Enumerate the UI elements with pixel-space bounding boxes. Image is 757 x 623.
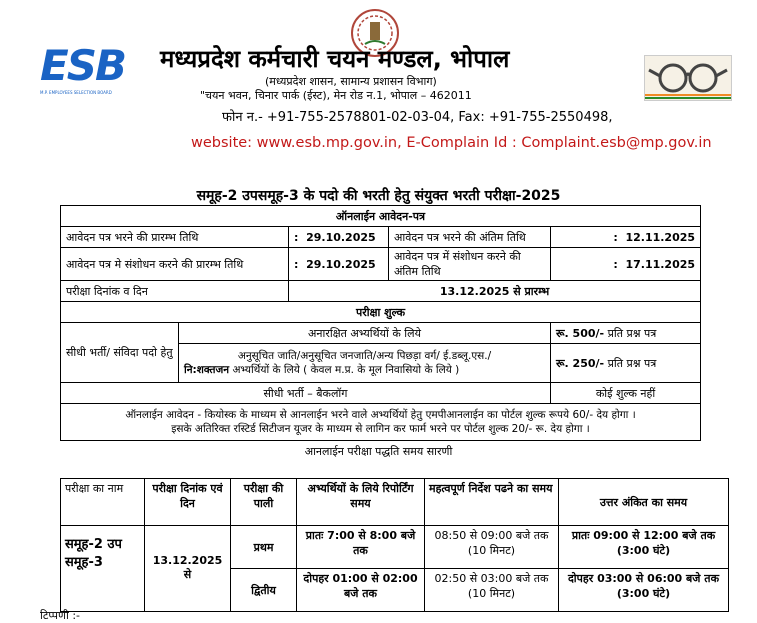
swachh-bharat-logo [644,55,732,101]
esb-logo-text: ESB [40,41,125,90]
reporting-time: प्रातः 7:00 से 8:00 बजे तक [297,526,425,569]
instruction-time: 08:50 से 09:00 बजे तक (10 मिनट) [425,526,559,569]
exam-date-label: परीक्षा दिनांक व दिन [61,281,289,302]
edit-start-value: : 29.10.2025 [289,248,389,281]
org-title: मध्यप्रदेश कर्मचारी चयन मण्डल, भोपाल [160,45,510,73]
answer-time: दोपहर 03:00 से 06:00 बजे तक (3:00 घंटे) [559,569,729,612]
shift-first: प्रथम [231,526,297,569]
start-date-value: : 29.10.2025 [289,227,389,248]
reserved-label: अनुसूचित जाति/अनुसूचित जनजाति/अन्य पिछड़ा वर्ग/ ई.डब्लू.एस./ नि:शक्तजन अभ्यर्थियों के लिये ( केवल म.प्र. के मूल निवासियो के लिये ) [179,344,551,383]
col-header: उत्तर अंकित का समय [559,479,729,526]
org-address: "चयन भवन, चिनार पार्क (ईस्ट), मेन रोड न.1, भोपाल – 462011 [200,89,472,102]
col-header: परीक्षा का नाम [61,479,145,526]
unreserved-label: अनारक्षित अभ्यर्थियों के लिये [179,323,551,344]
website-link[interactable]: www.esb.mp.gov.in [256,135,398,151]
esb-logo [40,41,136,102]
unreserved-fee: रू. 500/- प्रति प्रश्न पत्र [551,323,701,344]
edit-start-label: आवेदन पत्र मे संशोधन करने की प्रारम्भ तिथि [61,248,289,281]
table-row [61,248,701,281]
schedule-table [60,478,729,612]
portal-fee-note: ऑनलाईन आवेदन - कियोस्क के माध्यम से आनलाईन भरने वाले अभ्यर्थियों हेतु एमपीआनलाईन का पोर्टल शुल्क रूपये 60/- देय होगा । इसके अतिरिक्त रस्टिर्ड सिटीजन यूजर के माध्यम से लागिन कर फार्म भरने पर पोर्टल शुल्क 20/- रू. देय होगा । [61,404,701,441]
end-date-label: आवेदन पत्र भरने की अंतिम तिथि [389,227,551,248]
shift-second: द्वितीय [231,569,297,612]
reserved-fee: रू. 250/- प्रति प्रश्न पत्र [551,344,701,383]
backlog-value: कोई शुल्क नहीं [551,383,701,404]
start-date-label: आवेदन पत्र भरने की प्रारम्भ तिथि [61,227,289,248]
reporting-time: दोपहर 01:00 से 02:00 बजे तक [297,569,425,612]
edit-end-value: : 17.11.2025 [551,248,701,281]
instruction-time: 02:50 से 03:00 बजे तक (10 मिनट) [425,569,559,612]
exam-date-value: 13.12.2025 से प्रारम्भ [289,281,701,302]
answer-time: प्रातः 09:00 से 12:00 बजे तक (3:00 घंटे) [559,526,729,569]
col-header: अभ्यर्थियों के लिये रिपोर्टिंग समय [297,479,425,526]
fee-heading: परीक्षा शुल्क [61,302,701,323]
table-row [61,323,701,344]
recruit-label: सीधी भर्ती/ संविदा पदो हेतु [61,323,179,383]
table-row [61,227,701,248]
page-title: समूह-2 उपसमूह-3 के पदो की भरती हेतु संयुक्त भरती परीक्षा-2025 [196,188,561,204]
end-date-value: : 12.11.2025 [551,227,701,248]
website-line [191,135,712,151]
table-row [61,383,701,404]
backlog-label: सीधी भर्ती – बैकलॉग [61,383,551,404]
table-header-row [61,479,729,526]
footer-note: टिप्पणी :- [40,609,81,622]
esb-logo-caption: M.P. EMPLOYEES SELECTION BOARD [40,90,112,95]
col-header: परीक्षा की पाली [231,479,297,526]
table-row [61,404,701,441]
col-header: महत्वपूर्ण निर्देश पढने का समय [425,479,559,526]
application-heading: ऑनलाईन आवेदन-पत्र [61,206,701,227]
col-header: परीक्षा दिनांक एवं दिन [145,479,231,526]
table-row [61,526,729,569]
exam-name: समूह-2 उप समूह-3 [61,526,145,612]
complain-email-link[interactable]: Complaint.esb@mp.gov.in [521,135,712,151]
website-label: website: [191,135,257,151]
schedule-title: आनलाईन परीक्षा पद्धति समय सारणी [304,445,453,458]
table-row [61,281,701,302]
application-table [60,205,701,441]
contact-line: फोन न.- +91-755-2578801-02-03-04, Fax: +91-755-2550498, [222,110,613,125]
complain-label: , E-Complain Id : [397,135,522,151]
org-subtitle: (मध्यप्रदेश शासन, सामान्य प्रशासन विभाग) [265,75,437,88]
edit-end-label: आवेदन पत्र में संशोधन करने की अंतिम तिथि [389,248,551,281]
exam-date: 13.12.2025 से [145,526,231,612]
